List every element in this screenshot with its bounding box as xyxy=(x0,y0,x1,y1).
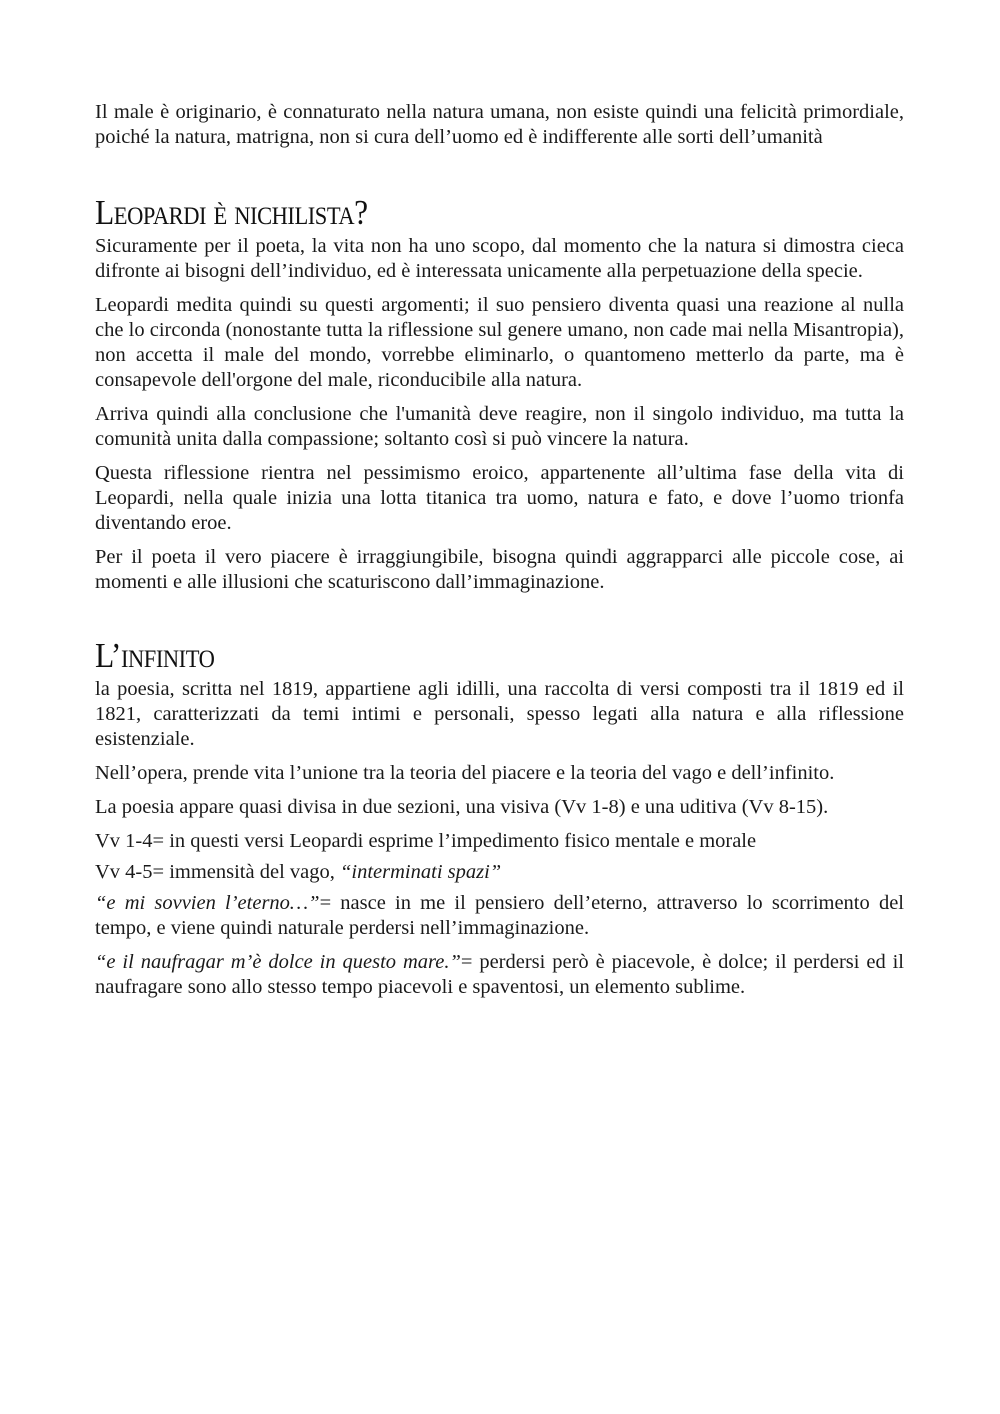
eterno-text: = nasce in me il pensiero dell’eterno, attraverso lo scorrimento del tempo, e viene quindi naturale perdersi nell’immaginazione. xyxy=(95,892,904,939)
naufragar-text: = perdersi però è piacevole, è dolce; il perdersi ed il naufragare sono allo stesso tempo piacevoli e spaventosi, un elemento sublime. xyxy=(95,951,905,998)
paragraph-scopo: Sicuramente per il poeta, la vita non ha uno scopo, dal momento che la natura si dimostra cieca difronte ai bisogni dell’individuo, ed è interessata unicamente alla perpetuazione della specie. xyxy=(95,235,904,282)
vv45-text: Vv 4-5= immensità del vago, xyxy=(95,861,340,883)
paragraph-sezioni: La poesia appare quasi divisa in due sezioni, una visiva (Vv 1-8) e una uditiva (Vv 8-15). xyxy=(95,796,829,818)
paragraph-conclusione: Arriva quindi alla conclusione che l'umanità deve reagire, non il singolo individuo, ma tutta la comunità unita dalla compassione; soltanto così si può vincere la natura. xyxy=(95,403,904,450)
paragraph-teoria: Nell’opera, prende vita l’unione tra la teoria del piacere e la teoria del vago e dell’infinito. xyxy=(95,762,835,784)
paragraph-idilli: la poesia, scritta nel 1819, appartiene agli idilli, una raccolta di versi composti tra il 1819 ed il 1821, caratterizzati da temi intimi e personali, spesso legati alla natura e alla riflessione esistenziale. xyxy=(95,678,904,750)
heading-nichilista: Leopardi è nichilista? xyxy=(95,193,368,232)
paragraph-vv4-5 xyxy=(95,860,904,885)
heading-infinito: L’infinito xyxy=(95,636,215,675)
paragraph-vv1-4: Vv 1-4= in questi versi Leopardi esprime l’impedimento fisico mentale e morale xyxy=(95,830,757,852)
eterno-quote: “e mi sovvien l’eterno…” xyxy=(95,892,320,914)
naufragar-quote: “e il naufragar m’è dolce in questo mare.” xyxy=(95,951,461,973)
paragraph-medita: Leopardi medita quindi su questi argomenti; il suo pensiero diventa quasi una reazione al nulla che lo circonda (nonostante tutta la riflessione sul genere umano, non cade mai nella Misantropia), non accetta il male del mondo, vorrebbe eliminarlo, o quantomeno metterlo da parte, ma è consapevole dell'orgone del male, riconducibile alla natura. xyxy=(95,294,904,391)
paragraph-pessimismo: Questa riflessione rientra nel pessimismo eroico, appartenente all’ultima fase della vita di Leopardi, nella quale inizia una lotta titanica tra uomo, natura e fato, e dove l’uomo trionfa diventando eroe. xyxy=(95,462,904,534)
paragraph-eterno xyxy=(95,891,904,941)
paragraph-naufragar xyxy=(95,950,904,1000)
vv45-quote: “interminati spazi” xyxy=(340,861,502,883)
paragraph-piacere: Per il poeta il vero piacere è irraggiungibile, bisogna quindi aggrapparci alle piccole cose, ai momenti e alle illusioni che scaturiscono dall’immaginazione. xyxy=(95,546,904,593)
intro-paragraph: Il male è originario, è connaturato nella natura umana, non esiste quindi una felicità primordiale, poiché la natura, matrigna, non si cura dell’uomo ed è indifferente alle sorti dell’umanità xyxy=(95,101,904,148)
